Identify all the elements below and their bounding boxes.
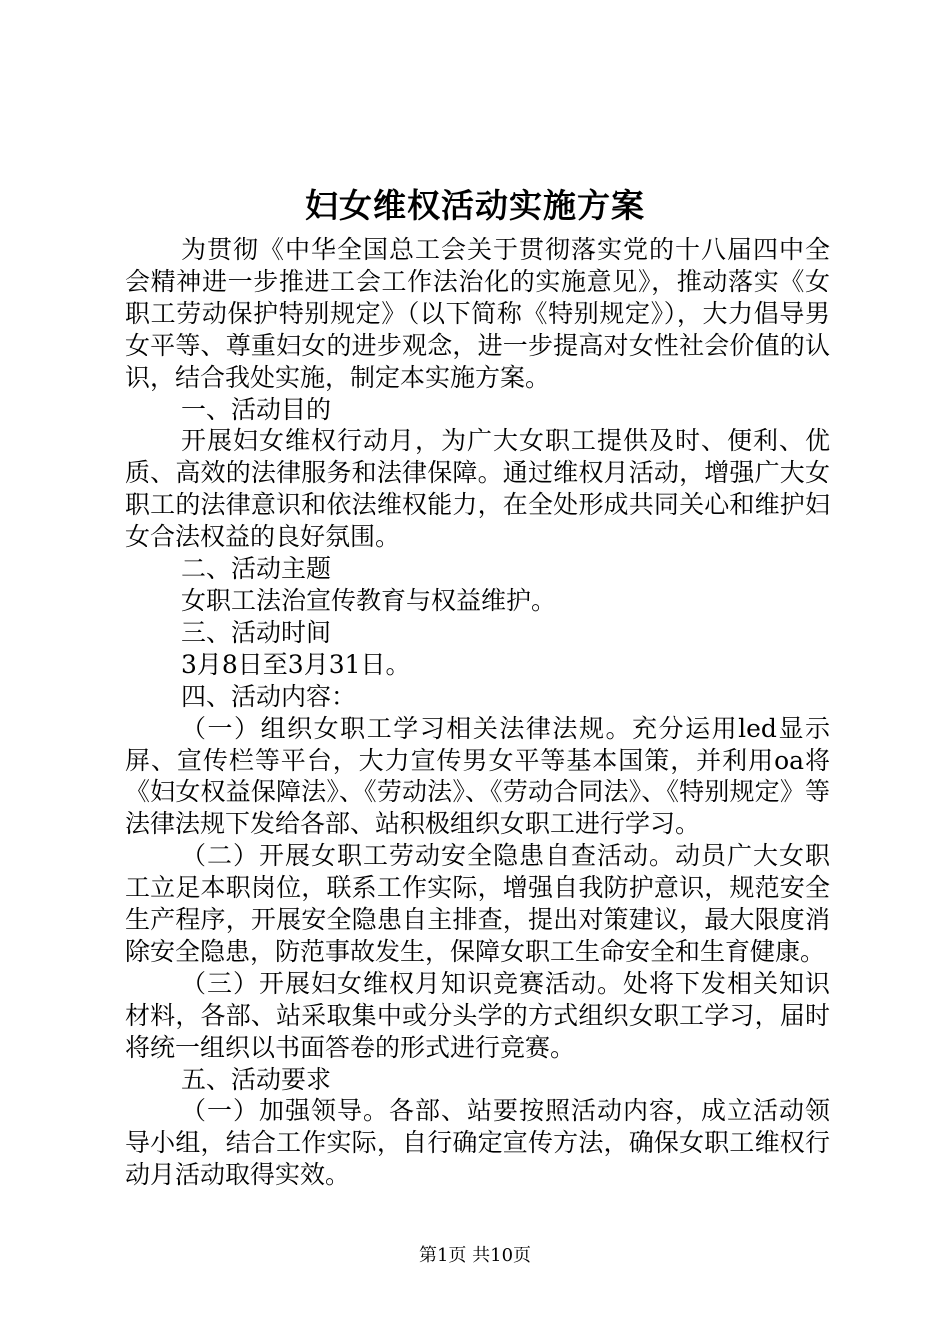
page-footer: 第1页 共10页 xyxy=(418,1245,532,1266)
section-heading-requirements: 五、活动要求 xyxy=(181,1064,332,1094)
purpose-paragraph: 开展妇女维权行动月，为广大女职工提供及时、便利、优质、高效的法律服务和法律保障。通过维权月活动，增强广大女职工的法律意识和依法维权能力，在全处形成共同关心和维护妇女合法权益的良好氛围。 xyxy=(125,426,830,552)
content-item-2: （二）开展女职工劳动安全隐患自查活动。动员广大女职工立足本职岗位，联系工作实际，增强自我防护意识，规范安全生产程序，开展安全隐患自主排查，提出对策建议，最大限度消除安全隐患，防范事故发生，保障女职工生命安全和生育健康。 xyxy=(125,841,830,966)
section-heading-purpose: 一、活动目的 xyxy=(181,394,332,424)
section-heading-theme: 二、活动主题 xyxy=(181,554,332,584)
theme-paragraph: 女职工法治宣传教育与权益维护。 xyxy=(181,585,557,615)
document-body xyxy=(125,234,830,1191)
intro-paragraph: 为贯彻《中华全国总工会关于贯彻落实党的十八届四中全会精神进一步推进工会工作法治化的实施意见》，推动落实《女职工劳动保护特别规定》（以下简称《特别规定》），大力倡导男女平等、尊重妇女的进步观念，进一步提高对女性社会价值的认识，结合我处实施，制定本实施方案。 xyxy=(125,235,830,392)
requirement-item-1: （一）加强领导。各部、站要按照活动内容，成立活动领导小组，结合工作实际，自行确定宣传方法，确保女职工维权行动月活动取得实效。 xyxy=(125,1096,830,1190)
section-heading-content: 四、活动内容： xyxy=(181,681,357,711)
section-heading-time: 三、活动时间 xyxy=(181,617,332,647)
content-item-3: （三）开展妇女维权月知识竞赛活动。处将下发相关知识材料，各部、站采取集中或分头学的方式组织女职工学习，届时将统一组织以书面答卷的形式进行竞赛。 xyxy=(125,968,830,1062)
document-title: 妇女维权活动实施方案 xyxy=(305,186,645,225)
time-paragraph: 3月8日至3月31日。 xyxy=(181,649,411,679)
content-item-1: （一）组织女职工学习相关法律法规。充分运用led显示屏、宣传栏等平台，大力宣传男女平等基本国策，并利用oa将《妇女权益保障法》、《劳动法》、《劳动合同法》、《特别规定》等法律法规下发给各部、站积极组织女职工进行学习。 xyxy=(125,713,830,839)
